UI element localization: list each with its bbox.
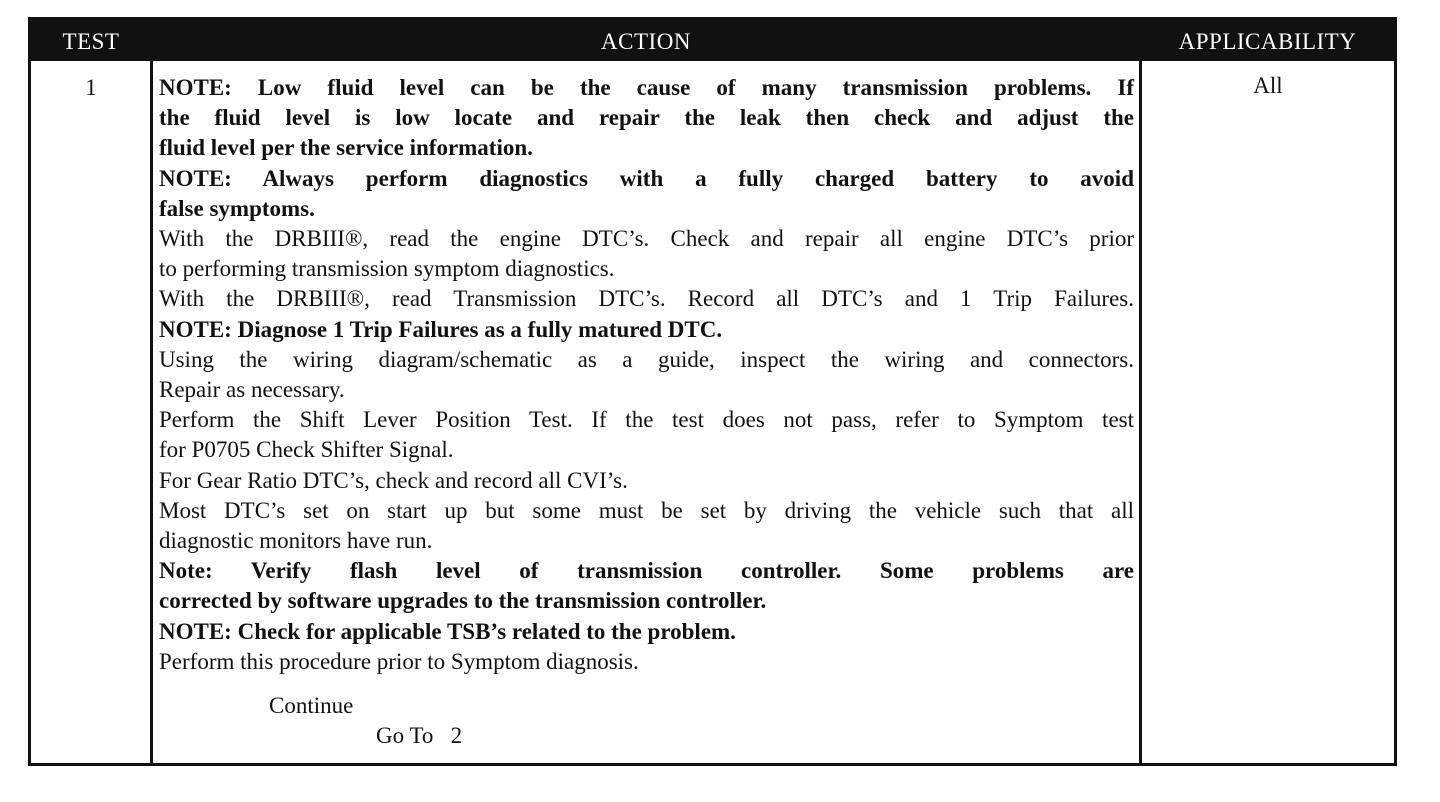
action-line-dtc-startup: Most DTC’s set on start up but some must be set by driving the vehicle such that all	[159, 497, 1134, 523]
action-line-note-tsb: NOTE: Check for applicable TSB’s related to the problem.	[159, 618, 736, 644]
action-line-note-battery-end: false symptoms.	[159, 195, 315, 221]
action-line-note-flash-end: corrected by software upgrades to the transmission controller.	[159, 588, 767, 614]
action-cell	[159, 73, 1134, 677]
column-divider-test-action	[150, 61, 153, 766]
action-line-engine-dtc-end: to performing transmission symptom diagnostics.	[159, 256, 615, 282]
action-line-wiring-end: Repair as necessary.	[159, 377, 345, 403]
applicability-value: All	[1253, 73, 1283, 98]
header-applicability: APPLICABILITY	[1178, 29, 1357, 54]
action-line-note-trip-failures: NOTE: Diagnose 1 Trip Failures as a fully matured DTC.	[159, 316, 723, 342]
header-test: TEST	[62, 29, 120, 54]
action-line-shift-lever: Perform the Shift Lever Position Test. If the test does not pass, refer to Symptom test	[159, 407, 1134, 433]
action-line-transmission-dtc: With the DRBIII®, read Transmission DTC’s. Record all DTC’s and 1 Trip Failures.	[159, 286, 1134, 312]
column-divider-action-applicability	[1139, 61, 1142, 766]
diagnostic-test-table	[28, 17, 1397, 766]
action-line-note-flash: Note: Verify flash level of transmission controller. Some problems are	[159, 558, 1134, 584]
action-line-note-low-fluid: NOTE: Low fluid level can be the cause of many transmission problems. If	[159, 75, 1134, 100]
action-line-wiring: Using the wiring diagram/schematic as a guide, inspect the wiring and connectors.	[159, 346, 1134, 372]
action-line-note-low-fluid-end: fluid level per the service information.	[159, 135, 533, 161]
action-line-note-low-fluid-cont: the fluid level is low locate and repair the leak then check and adjust the	[159, 105, 1134, 131]
result-goto-label: Go To 2	[376, 723, 463, 748]
action-line-shift-lever-end: for P0705 Check Shifter Signal.	[159, 437, 454, 463]
test-number: 1	[85, 75, 97, 100]
table-header-row	[31, 20, 1394, 61]
header-action: ACTION	[601, 29, 691, 54]
action-line-note-battery: NOTE: Always perform diagnostics with a fully charged battery to avoid	[159, 165, 1134, 191]
result-continue-label: Continue	[269, 693, 354, 718]
action-line-engine-dtc: With the DRBIII®, read the engine DTC’s. Check and repair all engine DTC’s prior	[159, 226, 1134, 252]
action-line-gear-ratio: For Gear Ratio DTC’s, check and record all CVI’s.	[159, 467, 628, 493]
action-line-dtc-startup-end: diagnostic monitors have run.	[159, 528, 433, 554]
action-line-perform-procedure: Perform this procedure prior to Symptom diagnosis.	[159, 648, 639, 674]
